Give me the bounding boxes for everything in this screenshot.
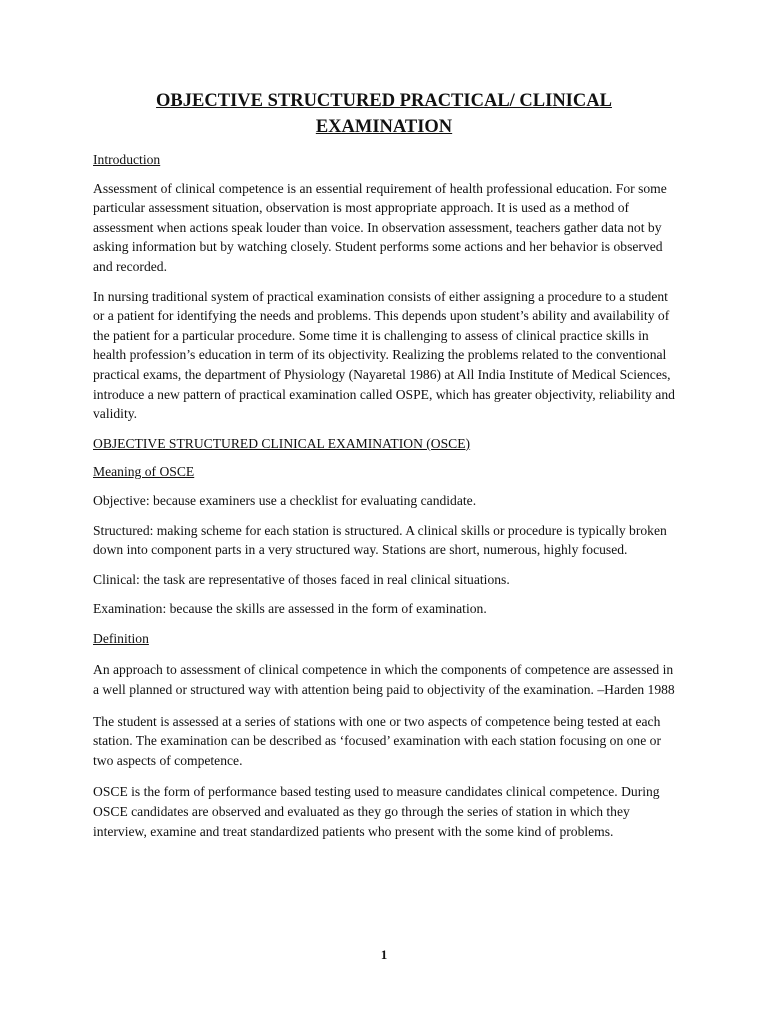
paragraph-definition-1: An approach to assessment of clinical competence in which the components of competence are assessed in a well planned or structured way with attention being paid to objectivity of the examination. –Harden 1988 [93,662,675,698]
paragraph-meaning-clinical: Clinical: the task are representative of thoses faced in real clinical situations. [93,571,510,587]
title-line-1: OBJECTIVE STRUCTURED PRACTICAL/ CLINICAL [156,91,612,111]
paragraph-intro-1: Assessment of clinical competence is an essential requirement of health professional education. For some particular assessment situation, observation is most appropriate approach. It is used as a method of assessment when actions speak louder than voice. In observation assessment, teachers gather data not by asking information but by watching closely. Student performs some actions and her behavior is observed and recorded. [93,180,667,274]
page-number: 1 [380,947,388,962]
paragraph-definition-2: The student is assessed at a series of stations with one or two aspects of competence being tested at each station. The examination can be described as ‘focused’ examination with each station focusing on one or two aspects of competence. [93,713,661,768]
section-heading-introduction: Introduction [93,152,161,167]
paragraph-meaning-structured: Structured: making scheme for each station is structured. A clinical skills or procedure is typically broken down into component parts in a very structured way. Stations are short, numerous, highly focused. [93,522,667,558]
section-heading-osce: OBJECTIVE STRUCTURED CLINICAL EXAMINATION (OSCE) [93,435,471,451]
paragraph-meaning-objective: Objective: because examiners use a checklist for evaluating candidate. [93,492,477,508]
section-heading-definition: Definition [93,630,149,646]
paragraph-intro-2: In nursing traditional system of practical examination consists of either assigning a procedure to a student or a patient for identifying the needs and problems. This depends upon student’s ability and availability of the patient for a particular procedure. Some time it is challenging to assess of clinical practice skills in health profession’s education in term of its objectivity. Realizing the problems related to the conventional practical exams, the department of Physiology (Nayaretal 1986) at All India Institute of Medical Sciences, introduce a new pattern of practical examination called OSPE, which has greater objectivity, reliability and validity. [93,288,675,422]
document-body [93,150,678,851]
title-line-2: EXAMINATION [315,117,453,137]
section-heading-meaning: Meaning of OSCE [93,464,195,480]
paragraph-meaning-examination: Examination: because the skills are assessed in the form of examination. [93,601,487,617]
document-title [93,88,675,140]
paragraph-definition-3: OSCE is the form of performance based testing used to measure candidates clinical competence. During OSCE candidates are observed and evaluated as they go through the series of station in which they interview, examine and treat standardized patients who present with the some kind of problems. [93,784,660,839]
